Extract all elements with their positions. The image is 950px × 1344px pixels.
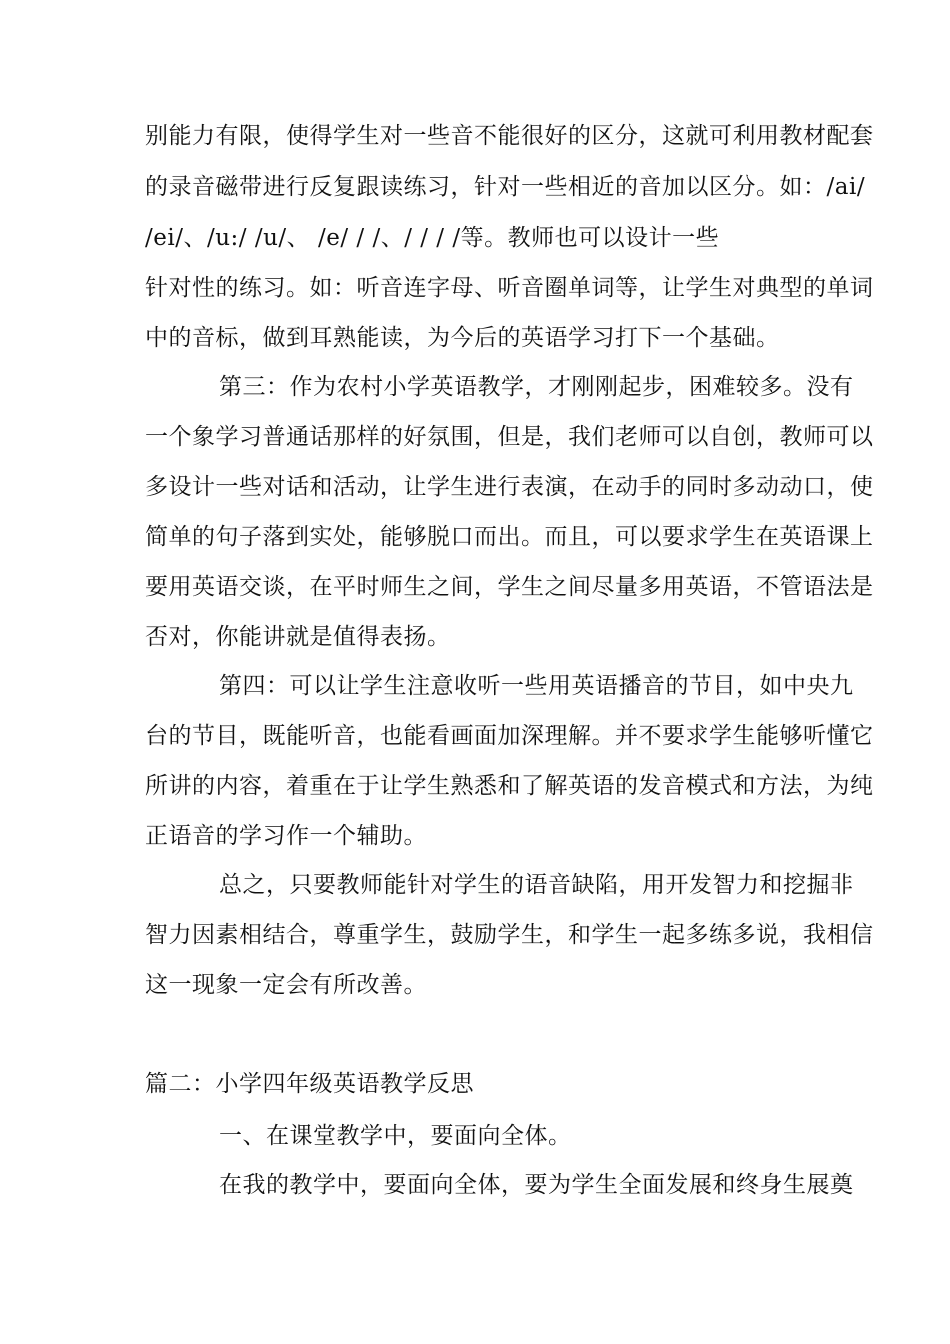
paragraph-line: 第四：可以让学生注意收听一些用英语播音的节目，如中央九 (219, 673, 854, 699)
paragraph-line: 的录音磁带进行反复跟读练习，针对一些相近的音加以区分。如：/ai/ (145, 174, 866, 200)
paragraph-line: 简单的句子落到实处，能够脱口而出。而且，可以要求学生在英语课上 (145, 524, 874, 550)
paragraph-line: 第三：作为农村小学英语教学，才刚刚起步，困难较多。没有 (219, 374, 854, 400)
paragraph-line: 所讲的内容，着重在于让学生熟悉和了解英语的发音模式和方法，为纯 (145, 773, 874, 799)
paragraph-line: 多设计一些对话和活动，让学生进行表演，在动手的同时多动动口，使 (145, 474, 874, 500)
section-title: 篇二：小学四年级英语教学反思 (145, 1071, 474, 1097)
paragraph-line: 否对，你能讲就是值得表扬。 (145, 624, 451, 650)
subheading: 一、在课堂教学中，要面向全体。 (219, 1123, 572, 1149)
paragraph-line: 中的音标，做到耳熟能读，为今后的英语学习打下一个基础。 (145, 325, 780, 351)
paragraph-line: 正语音的学习作一个辅助。 (145, 823, 427, 849)
paragraph-line: 这一现象一定会有所改善。 (145, 972, 427, 998)
paragraph-line: 在我的教学中，要面向全体，要为学生全面发展和终身生展奠 (219, 1172, 854, 1198)
paragraph-line: 一个象学习普通话那样的好氛围，但是，我们老师可以自创，教师可以 (145, 424, 874, 450)
paragraph-line: 要用英语交谈，在平时师生之间，学生之间尽量多用英语，不管语法是 (145, 574, 874, 600)
paragraph-line: 智力因素相结合，尊重学生，鼓励学生，和学生一起多练多说，我相信 (145, 922, 874, 948)
paragraph-line: 别能力有限，使得学生对一些音不能很好的区分，这就可利用教材配套 (145, 123, 874, 149)
paragraph-line: 台的节目，既能听音，也能看画面加深理解。并不要求学生能够听懂它 (145, 723, 874, 749)
paragraph-line: 针对性的练习。如：听音连字母、听音圈单词等，让学生对典型的单词 (145, 275, 874, 301)
paragraph-line: /ei/、/u:/ /u/、 /e/ / /、/ / / /等。教师也可以设计一些 (145, 225, 720, 251)
paragraph-line: 总之，只要教师能针对学生的语音缺陷，用开发智力和挖掘非 (219, 872, 854, 898)
